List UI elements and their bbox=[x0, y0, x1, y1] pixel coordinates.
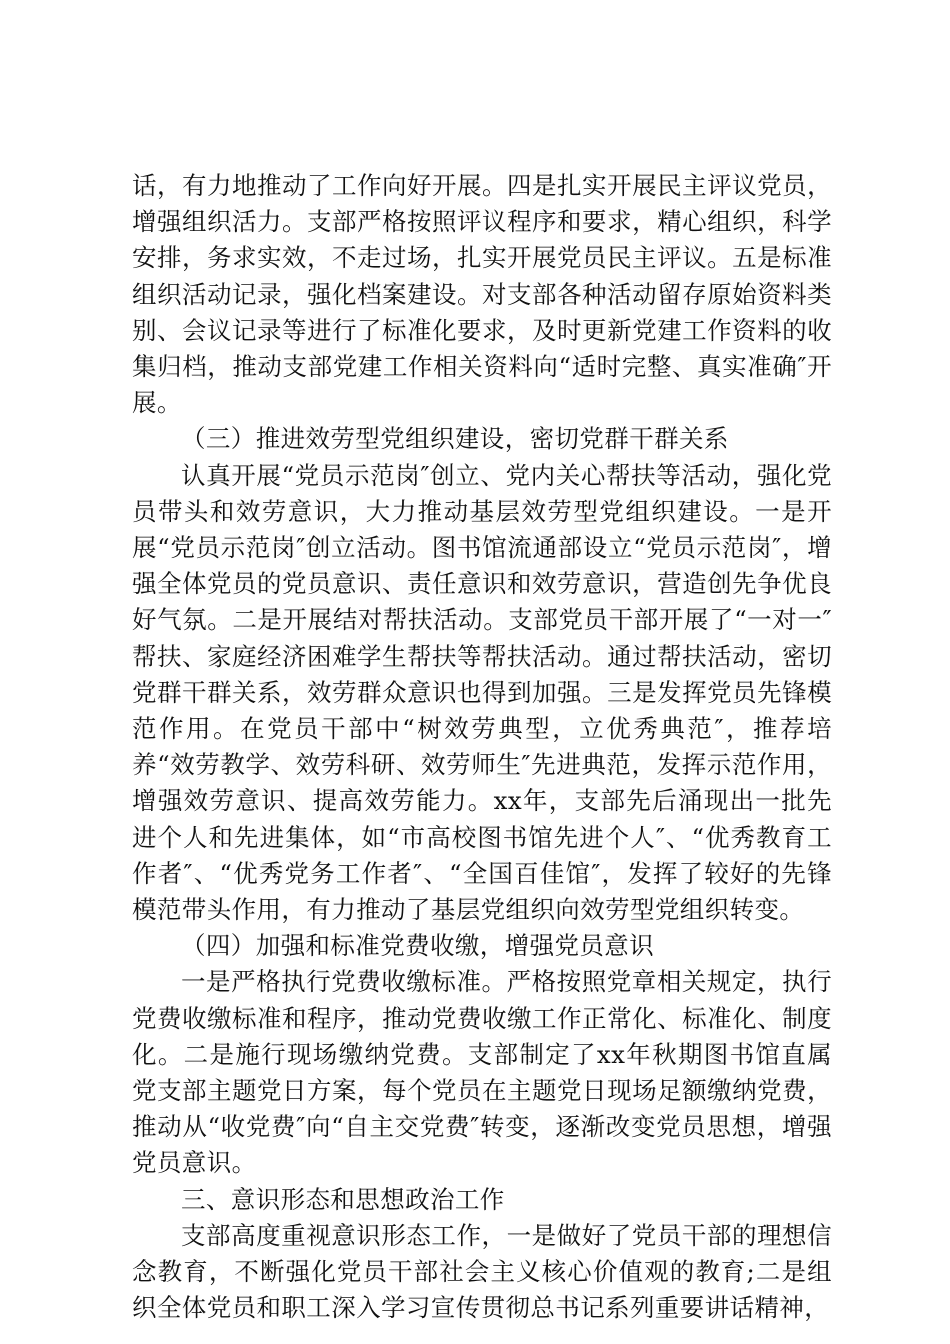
subheading-four: （四）加强和标准党费收缴，增强党员意识 bbox=[181, 931, 655, 961]
section-heading-three: 三、意识形态和思想政治工作 bbox=[181, 1184, 505, 1214]
body-paragraph-2: 认真开展“党员示范岗″创立、党内关心帮扶等活动，强化党员带头和效劳意识，大力推动基层效劳型党组织建设。一是开展“党员示范岗″创立活动。图书馆流通部设立“党员示范岗″，增强全体党员的党员意识、责任意识和效劳意识，营造创先争优良好气氛。二是开展结对帮扶活动。支部党员干部开展了“一对一″帮扶、家庭经济困难学生帮扶等帮扶活动。通过帮扶活动，密切党群干群关系，效劳群众意识也得到加强。三是发挥党员先锋模范作用。在党员干部中“树效劳典型，立优秀典范″，推荐培养“效劳教学、效劳科研、效劳师生″先进典范，发挥示范作用，增强效劳意识、提高效劳能力。xx年，支部先后涌现出一批先进个人和先进集体，如“市高校图书馆先进个人″、“优秀教育工作者″、“优秀党务工作者″、“全国百佳馆″，发挥了较好的先锋模范带头作用，有力推动了基层党组织向效劳型党组织转变。 bbox=[132, 460, 832, 925]
document-page bbox=[132, 168, 832, 1327]
subheading-three: （三）推进效劳型党组织建设，密切党群干群关系 bbox=[181, 424, 729, 454]
body-paragraph-4: 支部高度重视意识形态工作，一是做好了党员干部的理想信念教育，不断强化党员干部社会主义核心价值观的教育;二是组织全体党员和职工深入学习宣传贯彻总书记系列重要讲话精神， bbox=[132, 1220, 832, 1323]
body-paragraph-1: 话，有力地推动了工作向好开展。四是扎实开展民主评议党员，增强组织活力。支部严格按照评议程序和要求，精心组织，科学安排，务求实效，不走过场，扎实开展党员民主评议。五是标准组织活动记录，强化档案建设。对支部各种活动留存原始资料类别、会议记录等进行了标准化要求，及时更新党建工作资料的收集归档，推动支部党建工作相关资料向“适时完整、真实准确″开展。 bbox=[132, 171, 832, 418]
body-paragraph-3: 一是严格执行党费收缴标准。严格按照党章相关规定，执行党费收缴标准和程序，推动党费收缴工作正常化、标准化、制度化。二是施行现场缴纳党费。支部制定了xx年秋期图书馆直属党支部主题党日方案，每个党员在主题党日现场足额缴纳党费，推动从“收党费″向“自主交党费″转变，逐渐改变党员思想，增强党员意识。 bbox=[132, 967, 832, 1178]
